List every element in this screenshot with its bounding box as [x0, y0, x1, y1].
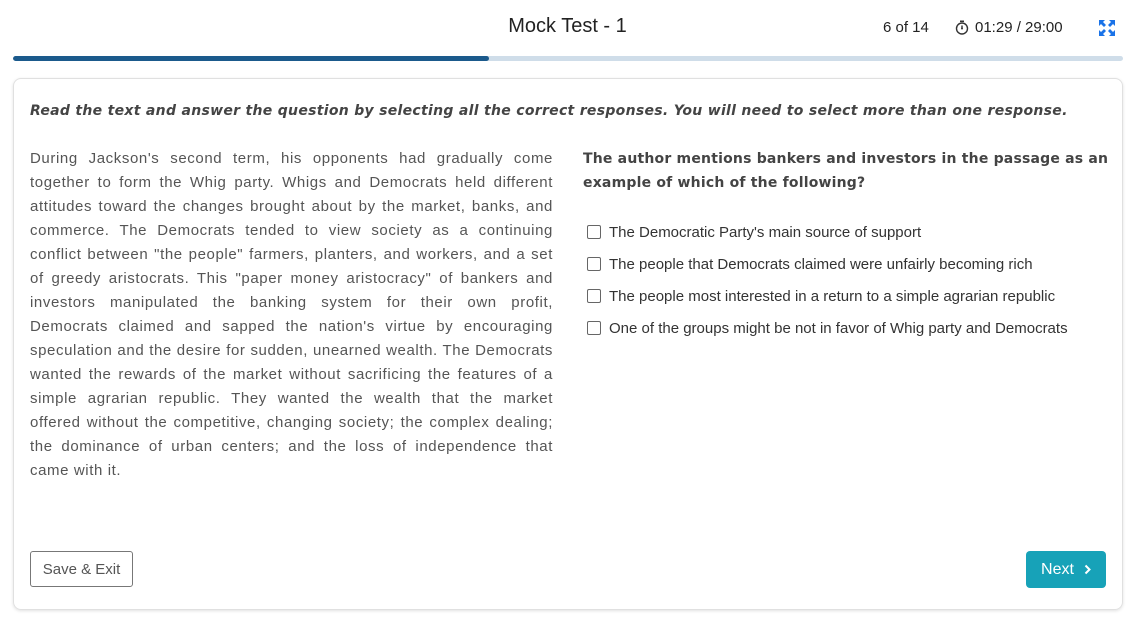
- option-label: The Democratic Party's main source of support: [609, 223, 922, 241]
- answer-options: [587, 216, 1068, 344]
- checkbox[interactable]: [587, 257, 601, 271]
- page-title: Mock Test - 1: [508, 15, 627, 37]
- reading-passage: During Jackson's second term, his opponents had gradually come together to form the Whig party. Whigs and Democrats held different attitudes toward the changes brought about by the market, banks, and commerce. The Democrats tended to view society as a continuing conflict between "the people" farmers, planters, and workers, and a set of greedy aristocrats. This "paper money aristocracy" of bankers and investors manipulated the banking system for their own profit, Democrats claimed and sapped the nation's virtue by encouraging speculation and the desire for sudden, unearned wealth. The Democrats wanted the rewards of the market without sacrificing the features of a simple agrarian republic. They wanted the wealth that the market offered without the competitive, changing society; the complex dealing; the dominance of urban centers; and the loss of independence that came with it.: [30, 150, 553, 479]
- timer: [955, 19, 1063, 36]
- next-button[interactable]: [1026, 551, 1106, 588]
- checkbox[interactable]: [587, 225, 601, 239]
- next-label: Next: [1041, 560, 1074, 578]
- option-label: One of the groups might be not in favor of Whig party and Democrats: [609, 319, 1068, 337]
- option-label: The people that Democrats claimed were unfairly becoming rich: [609, 255, 1033, 273]
- answer-option[interactable]: [587, 312, 1068, 344]
- answer-option[interactable]: [587, 248, 1068, 280]
- instruction-text: Read the text and answer the question by selecting all the correct responses. You will need to select more than one response.: [30, 103, 1068, 119]
- checkbox[interactable]: [587, 321, 601, 335]
- chevron-right-icon: [1084, 564, 1091, 575]
- timer-text: 01:29 / 29:00: [975, 19, 1063, 36]
- progress-fill: [13, 56, 489, 61]
- question-counter: 6 of 14: [883, 19, 929, 36]
- option-label: The people most interested in a return to a simple agrarian republic: [609, 287, 1056, 305]
- question-card: [13, 78, 1123, 610]
- stopwatch-icon: [955, 20, 969, 35]
- save-exit-button[interactable]: Save & Exit: [30, 551, 133, 587]
- answer-option[interactable]: [587, 280, 1068, 312]
- answer-option[interactable]: [587, 216, 1068, 248]
- question-text: The author mentions bankers and investors in the passage as an example of which of the following?: [583, 151, 1109, 191]
- checkbox[interactable]: [587, 289, 601, 303]
- fullscreen-expand-icon[interactable]: [1099, 20, 1115, 36]
- progress-bar: [13, 56, 1123, 61]
